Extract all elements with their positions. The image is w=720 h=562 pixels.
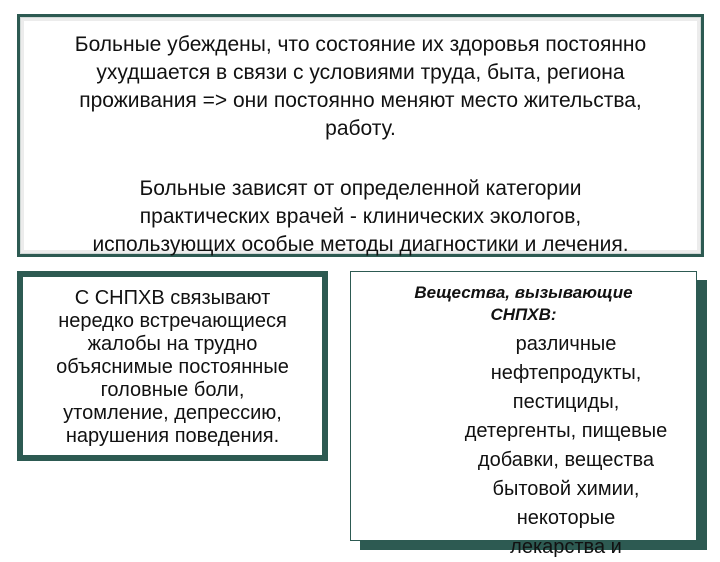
substances-heading: Вещества, вызывающие СНПХВ: [414,283,633,324]
paragraph-patients-beliefs: Больные убеждены, что состояние их здоровья постоянно ухудшается в связи с условиями труда, быта, региона проживания => они постоянно меняют место жительства, работу. [74,33,647,140]
substances-box [350,271,697,558]
top-text-box-inner [24,21,697,256]
paragraph-clinical-ecologists: Больные зависят от определенной категории практических врачей - клинических экологов, использующих особые методы диагностики и лечения. [92,177,629,256]
symptoms-text: С СНПХВ связывают нередко встречающиеся жалобы на трудно объяснимые постоянные головные боли, утомление, депрессию, нарушения поведения. [56,287,289,447]
top-text-box [17,14,704,257]
symptoms-box [17,271,328,461]
substances-list-text: различные нефтепродукты, пестициды, детергенты, пищевые добавки, вещества бытовой химии, некоторые лекарства и [464,333,668,558]
